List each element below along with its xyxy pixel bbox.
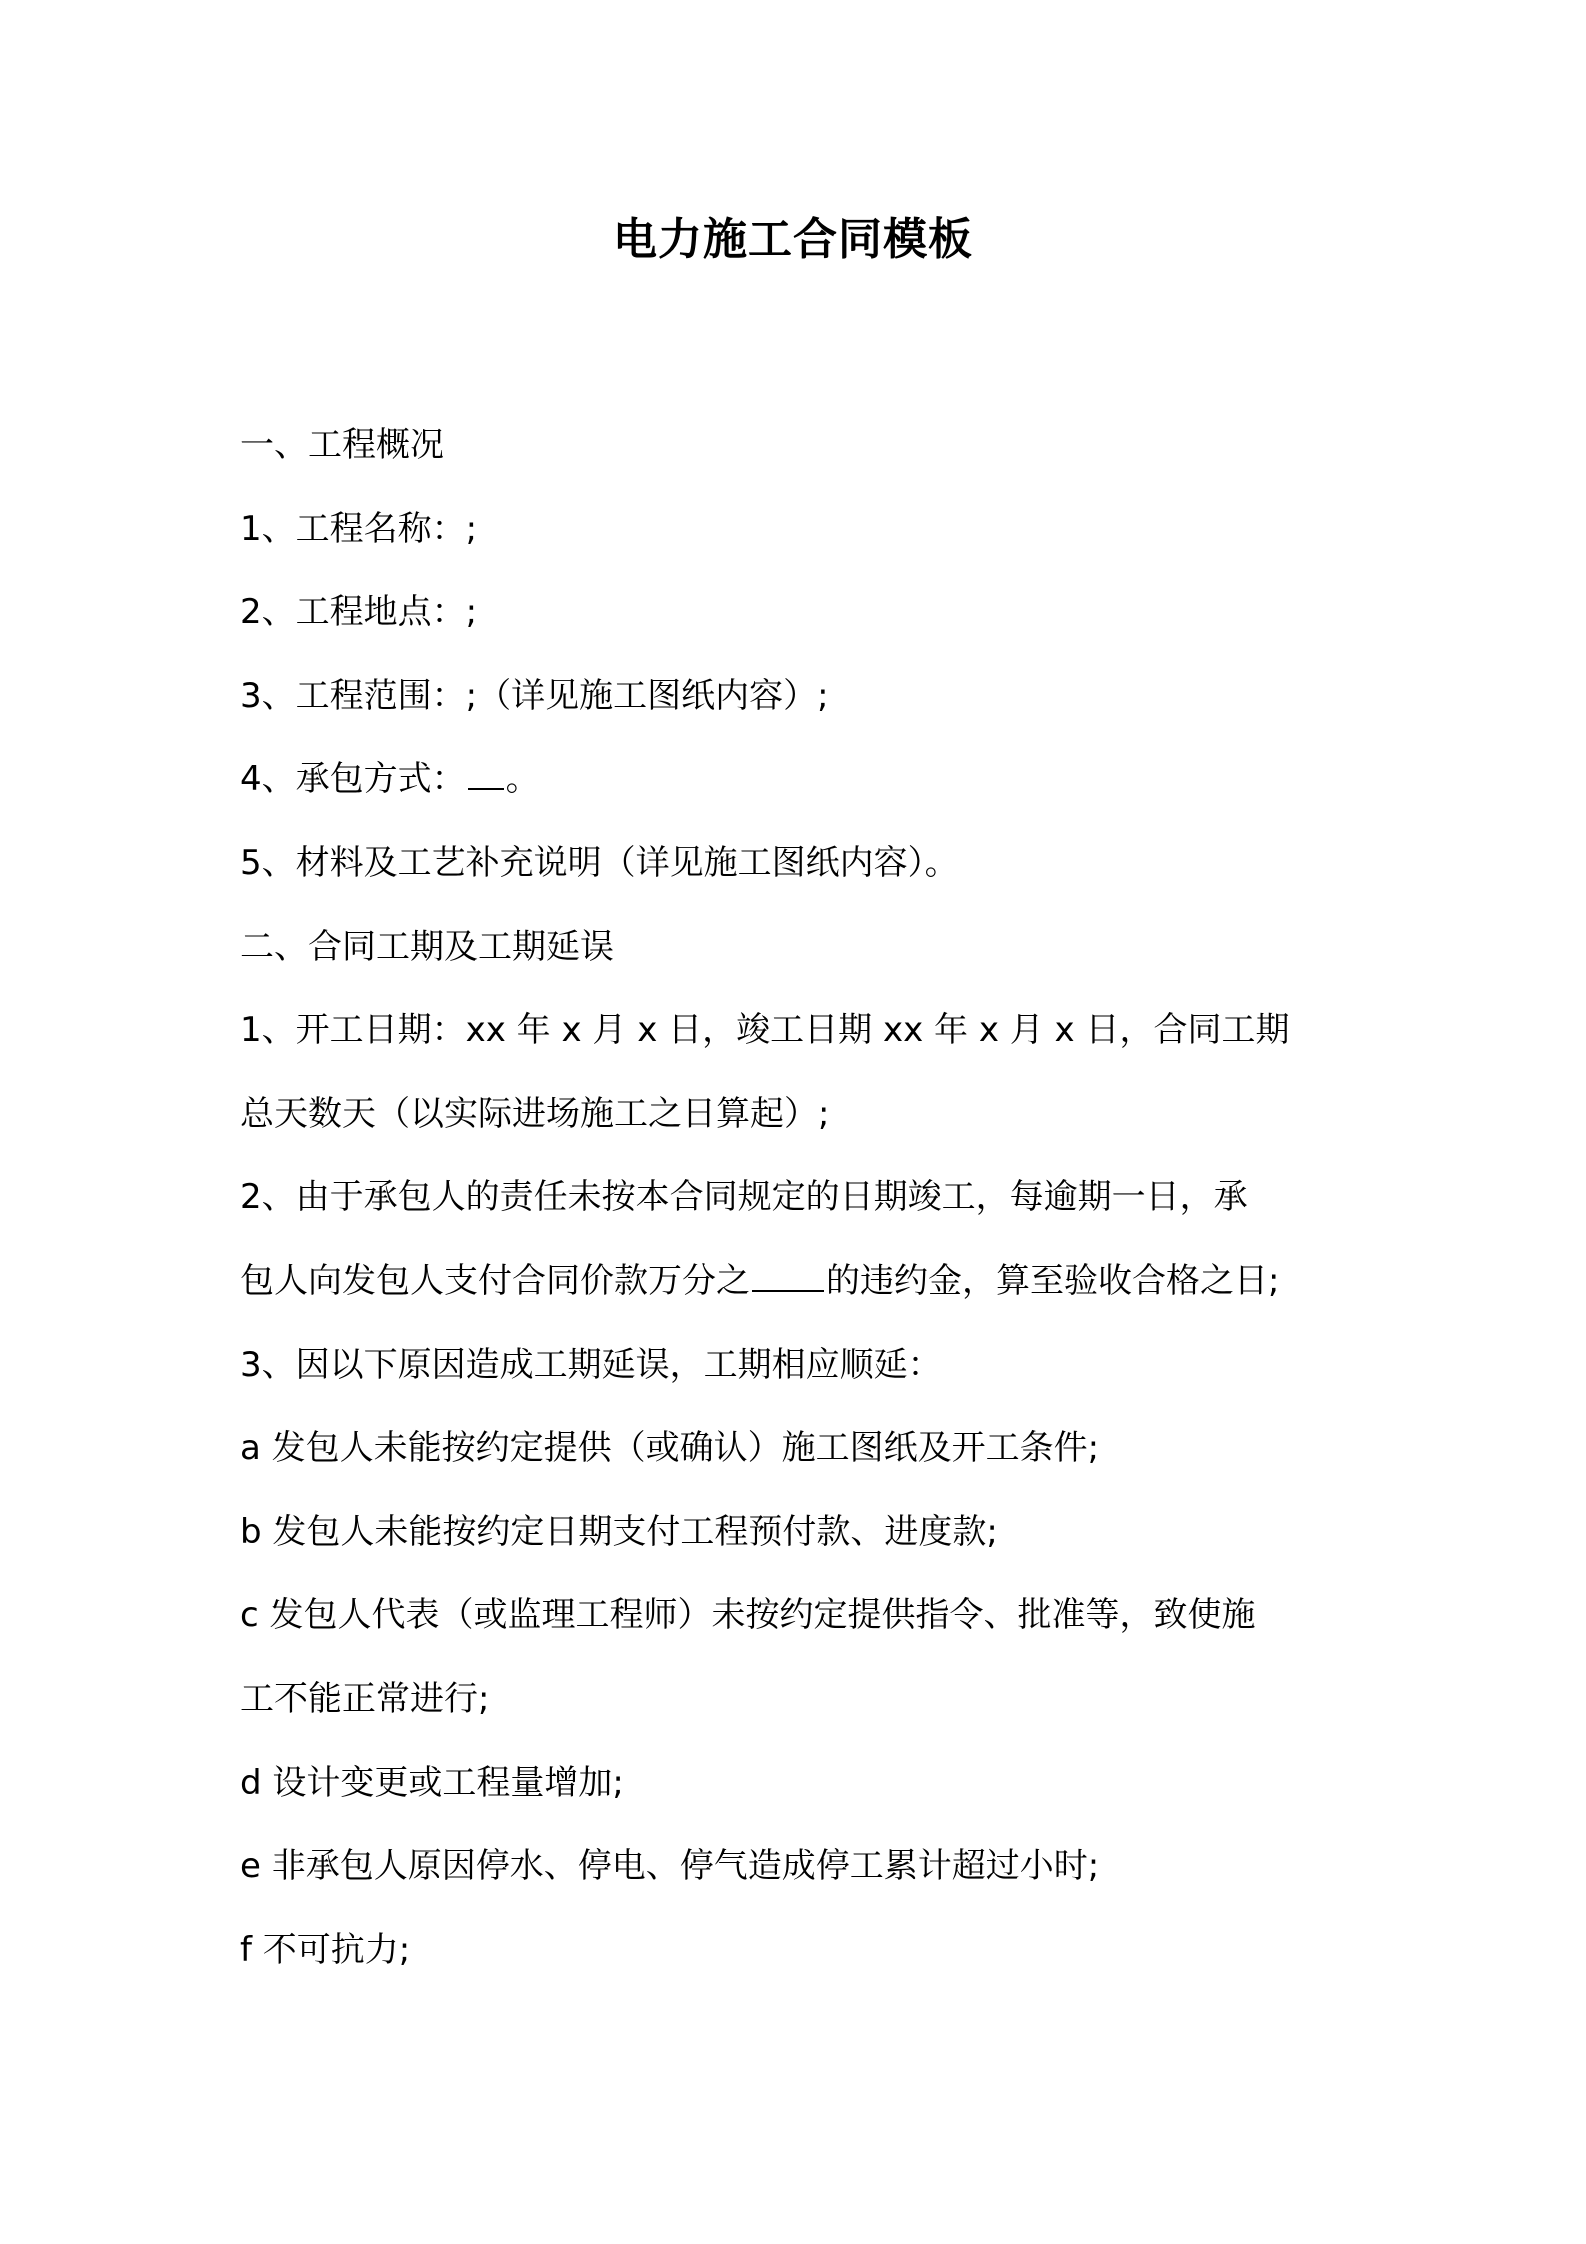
item-contract-method-text: 4、承包方式： [240, 759, 466, 800]
item-project-location: 2、工程地点：; [240, 592, 478, 633]
item-delay-penalty-text: 包人向发包人支付合同价款万分之 [240, 1260, 750, 1301]
section-heading-project-overview: 一、工程概况 [240, 425, 444, 465]
item-dates-line-2: 总天数天（以实际进场施工之日算起）; [240, 1093, 830, 1134]
item-delay-penalty-end: 的违约金，算至验收合格之日; [826, 1260, 1280, 1301]
cause-b: b 发包人未能按约定日期支付工程预付款、进度款; [240, 1511, 998, 1552]
item-delay-penalty-line-1: 2、由于承包人的责任未按本合同规定的日期竣工，每逾期一日，承 [240, 1177, 1248, 1218]
cause-d: d 设计变更或工程量增加; [240, 1762, 624, 1803]
item-dates-line-1: 1、开工日期：xx 年 x 月 x 日，竣工日期 xx 年 x 月 x 日，合同工期 [240, 1010, 1290, 1051]
fill-in-blank [752, 1288, 824, 1292]
cause-c-line-1: c 发包人代表（或监理工程师）未按约定提供指令、批准等，致使施 [240, 1595, 1256, 1636]
item-materials-note: 5、材料及工艺补充说明（详见施工图纸内容）。 [240, 842, 959, 883]
item-extension-causes: 3、因以下原因造成工期延误，工期相应顺延： [240, 1344, 942, 1385]
item-contract-method-end: 。 [505, 759, 540, 800]
item-contract-method [240, 738, 1400, 822]
cause-f: f 不可抗力; [240, 1929, 411, 1970]
item-delay-penalty-line-2 [240, 1240, 1400, 1324]
cause-c-line-2: 工不能正常进行; [240, 1678, 490, 1719]
fill-in-blank [468, 786, 504, 790]
document-title: 电力施工合同模板 [613, 214, 973, 265]
cause-a: a 发包人未能按约定提供（或确认）施工图纸及开工条件; [240, 1428, 1100, 1469]
item-project-name: 1、工程名称：; [240, 508, 478, 549]
item-project-scope: 3、工程范围：;（详见施工图纸内容）; [240, 675, 829, 716]
cause-e: e 非承包人原因停水、停电、停气造成停工累计超过小时; [240, 1846, 1100, 1887]
document-body [240, 404, 1400, 1992]
section-heading-duration: 二、合同工期及工期延误 [240, 926, 614, 967]
